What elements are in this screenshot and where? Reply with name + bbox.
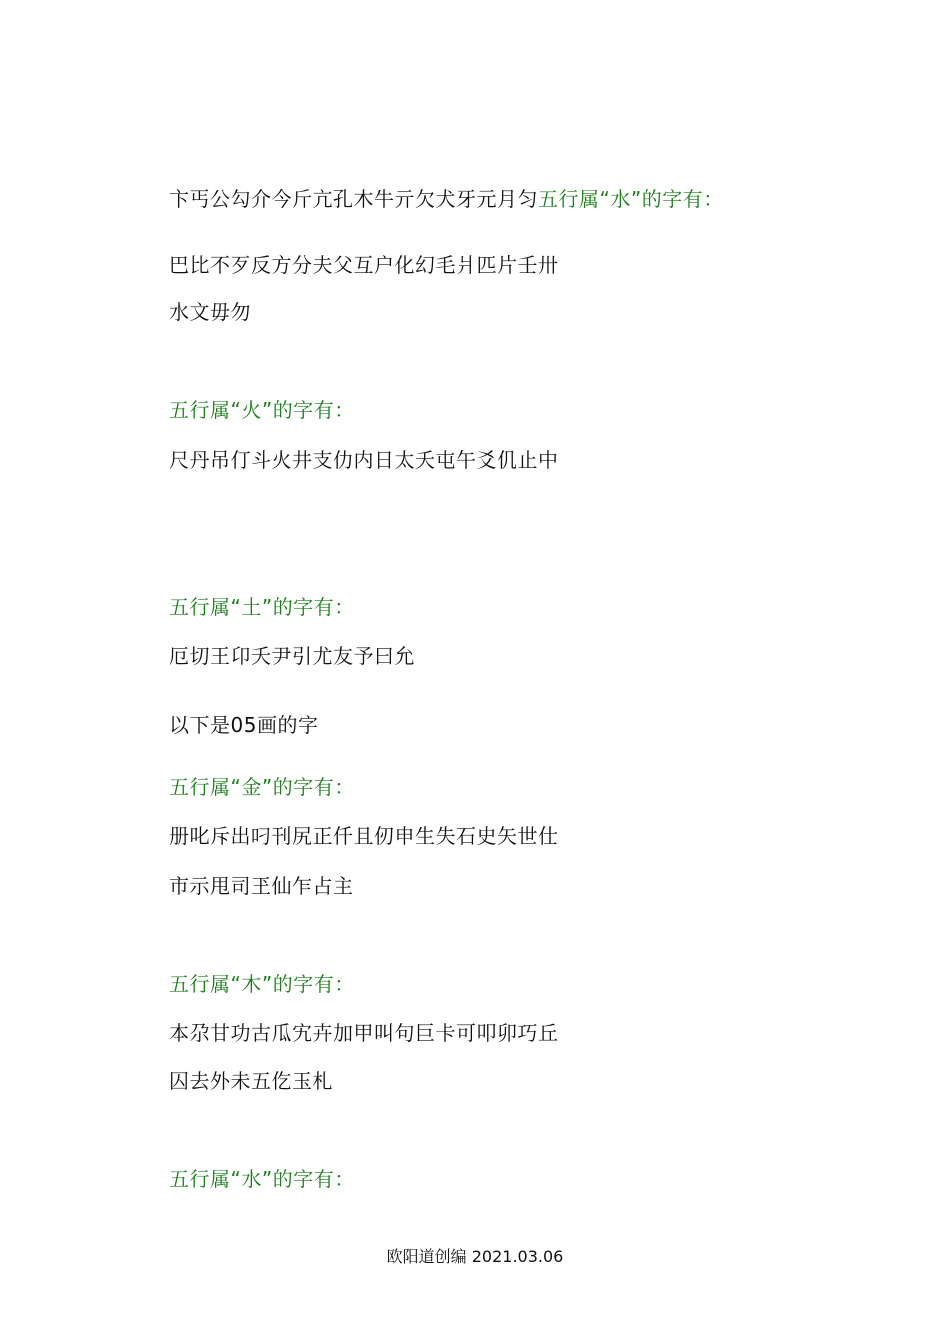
section-heading-fire: 五行属“火”的字有： [169, 398, 355, 422]
text-line-1 [169, 186, 724, 212]
text-line-10: 囚去外未五仡玉札 [169, 1069, 333, 1093]
text-line-6: 以下是05画的字 [169, 713, 319, 737]
text-line-3: 水文毋勿 [169, 300, 251, 324]
text-line-2: 巴比不歹反方分夫父互户化幻毛爿匹片壬卅 [169, 253, 559, 277]
section-heading-earth: 五行属“土”的字有： [169, 595, 355, 619]
text-line-8: 市示甩司玊仙乍占主 [169, 874, 354, 898]
text-line-9: 本尕甘功古瓜宄卉加甲叫句巨卡可叩卯巧丘 [169, 1021, 559, 1045]
text-line-4: 尺丹吊仃斗火井支仂内日太夭屯午爻仉止中 [169, 448, 559, 472]
section-heading-metal: 五行属“金”的字有： [169, 775, 355, 799]
text-line-7: 册叱斥出叼刊尻正仟且仞申生失石史矢世仕 [169, 824, 559, 848]
page-footer: 欧阳道创编 2021.03.06 [386, 1247, 564, 1266]
text-line-5: 厄切王卬夭尹引尤友予曰允 [169, 644, 415, 668]
char-list-text: 卞丐公勾介今斤亢孔木牛亓欠犬牙元月匀 [169, 187, 538, 211]
section-heading-water: 五行属“水”的字有： [538, 187, 724, 211]
section-heading-water-2: 五行属“水”的字有： [169, 1167, 355, 1191]
section-heading-wood: 五行属“木”的字有： [169, 972, 355, 996]
